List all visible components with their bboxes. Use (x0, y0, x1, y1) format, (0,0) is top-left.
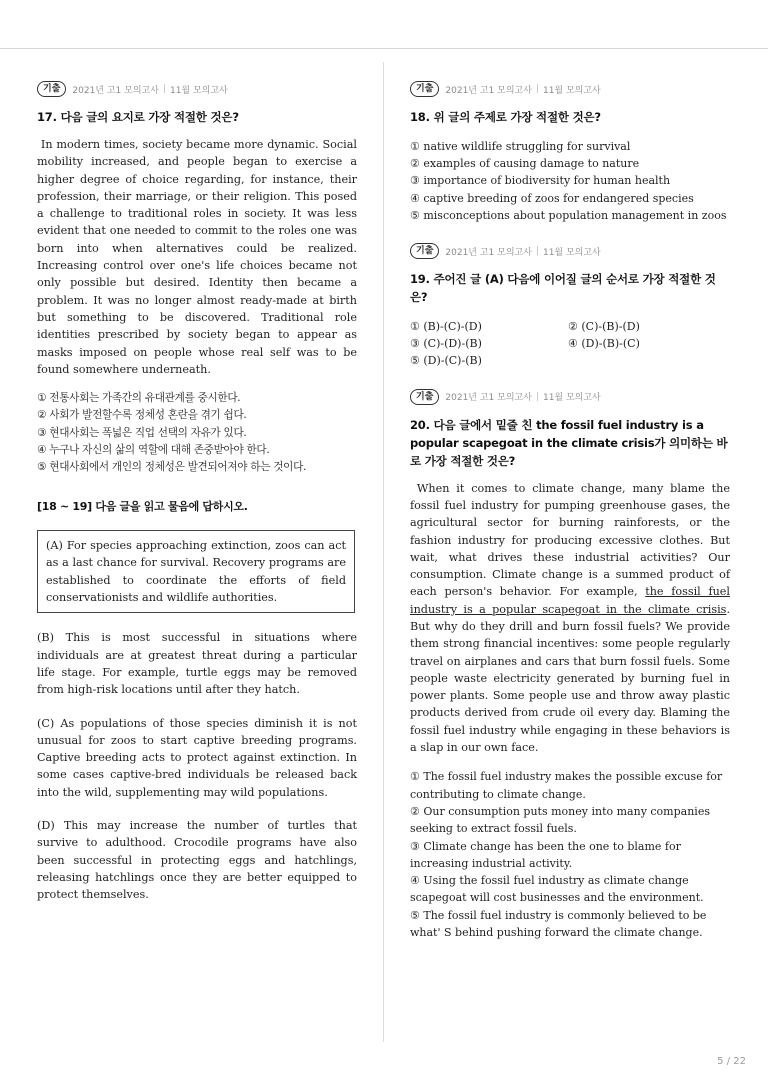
source-year: 2021년 고1 모의고사 (445, 393, 532, 404)
source-badge: 기출 (37, 81, 66, 97)
paragraph-c: (C) As populations of those species diminish it is not unusual for zoos to start captive breeding programs. Captive breeding acts to protect against extinction. In some cases captive-bred individuals be released back into the wild, supplementing may wild populations. (37, 716, 357, 799)
q18-choice-3[interactable]: ③ importance of biodiversity for human health (410, 174, 671, 188)
q20-choice-2[interactable]: ② Our consumption puts money into many companies seeking to extract fossil fuels. (410, 804, 710, 836)
source-separator: | (535, 391, 539, 402)
q19-choice-2[interactable]: ② (C)-(B)-(D) (568, 320, 640, 334)
underlined-phrase: the fossil fuel industry is a popular scapegoat in the climate crisis (410, 585, 730, 616)
header-rule (0, 48, 768, 49)
q18-title: 18. 위 글의 주제로 가장 적절한 것은? (410, 110, 601, 124)
q18-choices (410, 138, 730, 224)
group-18-19-title: [18 ~ 19] 다음 글을 읽고 물음에 답하시오. (37, 500, 248, 514)
source-month: 11월 모의고사 (542, 393, 601, 404)
paragraph-b: (B) This is most successful in situations where individuals are at greatest threat during a particular life stage. For example, turtle eggs may be removed from high-risk locations until after they hatch. (37, 631, 357, 697)
q20-choice-4[interactable]: ④ Using the fossil fuel industry as climate change scapegoat will cost businesses and the environment. (410, 874, 704, 905)
source-separator: | (535, 84, 539, 94)
q18-choice-4[interactable]: ④ captive breeding of zoos for endangered species (410, 191, 694, 205)
q20-choice-1[interactable]: ① The fossil fuel industry makes the possible excuse for contributing to climate change. (410, 770, 723, 801)
source-month: 11월 모의고사 (542, 85, 601, 96)
q17-choices (37, 390, 357, 476)
q19-choice-1[interactable]: ① (B)-(C)-(D) (410, 320, 482, 334)
q20-source (410, 388, 730, 406)
q18-source (410, 80, 730, 98)
q18-choice-5[interactable]: ⑤ misconceptions about population management in zoos (410, 208, 727, 222)
q20-choice-5[interactable]: ⑤ The fossil fuel industry is commonly believed to be what' S behind pushing forward the climate change. (410, 908, 707, 940)
q19-title: 19. 주어진 글 (A) 다음에 이어질 글의 순서로 가장 적절한 것은? (410, 272, 716, 305)
q17-choice-4[interactable]: ④ 누구나 자신의 삶의 역할에 대해 존중받아야 한다. (37, 443, 270, 456)
source-separator: | (535, 246, 539, 257)
q17-title: 17. 다음 글의 요지로 가장 적절한 것은? (37, 110, 239, 124)
q20-choices (410, 768, 730, 941)
right-column (410, 80, 730, 941)
q20-passage: When it comes to climate change, many blame the fossil fuel industry for pumping greenhouse gases, the agricultural sector for burning rainforests, or the fashion industry for producing excessive clothes. But wait, what drives these industrial activities? Our consumption. Climate change is a summed product of each person's behavior. For example, the fossil fuel industry is a popular scapegoat in the climate crisis. But why do they drill and burn fossil fuels? We provide them strong financial incentives: some people regularly travel on airplanes and cars that burn fossil fuels. Some people waste electricity generated by burning fuel in power plants. Some people use and throw away plastic products derived from crude oil every day. Blaming the fossil fuel industry while engaging in these behaviors is a slap in our own face. (410, 481, 730, 755)
q17-choice-5[interactable]: ⑤ 현대사회에서 개인의 정체성은 발견되어져야 하는 것이다. (37, 460, 307, 473)
source-year: 2021년 고1 모의고사 (72, 85, 159, 96)
source-separator: | (162, 84, 166, 94)
q20-title: 20. 다음 글에서 밑줄 친 the fossil fuel industry is a popular scapegoat in the climate crisis가 의미하는 바로 가장 적절한 것은? (410, 417, 728, 468)
q19-choice-4[interactable]: ④ (D)-(B)-(C) (568, 337, 640, 351)
source-badge: 기출 (410, 243, 439, 259)
page-number: 5 / 22 (717, 1056, 746, 1067)
q20-choice-3[interactable]: ③ Climate change has been the one to blame for increasing industrial activity. (410, 839, 681, 870)
q17-choice-2[interactable]: ② 사회가 발전할수록 정체성 혼란을 겪기 쉽다. (37, 409, 247, 422)
q19-choice-3[interactable]: ③ (C)-(D)-(B) (410, 337, 482, 351)
source-year: 2021년 고1 모의고사 (445, 247, 532, 258)
q18-choice-1[interactable]: ① native wildlife struggling for survival (410, 140, 631, 153)
paragraph-d: (D) This may increase the number of turtles that survive to adulthood. Crocodile programs have also been successful in protecting eggs and hatchlings, releasing hatchlings once they are better equipped to protect themselves. (37, 819, 357, 902)
source-badge: 기출 (410, 389, 439, 405)
q19-choices (410, 318, 730, 370)
q18-choice-2[interactable]: ② examples of causing damage to nature (410, 157, 640, 171)
column-divider (383, 62, 384, 1042)
source-year: 2021년 고1 모의고사 (445, 85, 532, 96)
source-month: 11월 모의고사 (542, 247, 601, 258)
q17-passage: In modern times, society became more dynamic. Social mobility increased, and people began to exercise a higher degree of choice regarding, for instance, their profession, their marriage, or their religion. This posed a challenge to traditional roles in society. It was less evident that one needed to commit to the roles one was born into when alternatives could be realized. Increasing control over one's life choices became not only possible but desired. Identity then became a problem. It was no longer almost ready-made at birth but something to be discovered. Traditional role identities prescribed by society began to appear as masks imposed on people whose real self was to be found somewhere underneath. (37, 138, 357, 376)
q17-source (37, 80, 357, 98)
left-column (37, 80, 357, 904)
q19-choice-5[interactable]: ⑤ (D)-(C)-(B) (410, 354, 482, 368)
q17-choice-3[interactable]: ③ 현대사회는 폭넓은 직업 선택의 자유가 있다. (37, 426, 247, 439)
paragraph-a-box: (A) For species approaching extinction, zoos can act as a last chance for survival. Recovery programs are established to coordinate the efforts of field conservationists and wildlife authorities. (37, 530, 355, 613)
q19-source (410, 242, 730, 260)
q17-choice-1[interactable]: ① 전통사회는 가족간의 유대관계를 중시한다. (37, 392, 241, 405)
source-badge: 기출 (410, 81, 439, 97)
source-month: 11월 모의고사 (169, 85, 228, 96)
